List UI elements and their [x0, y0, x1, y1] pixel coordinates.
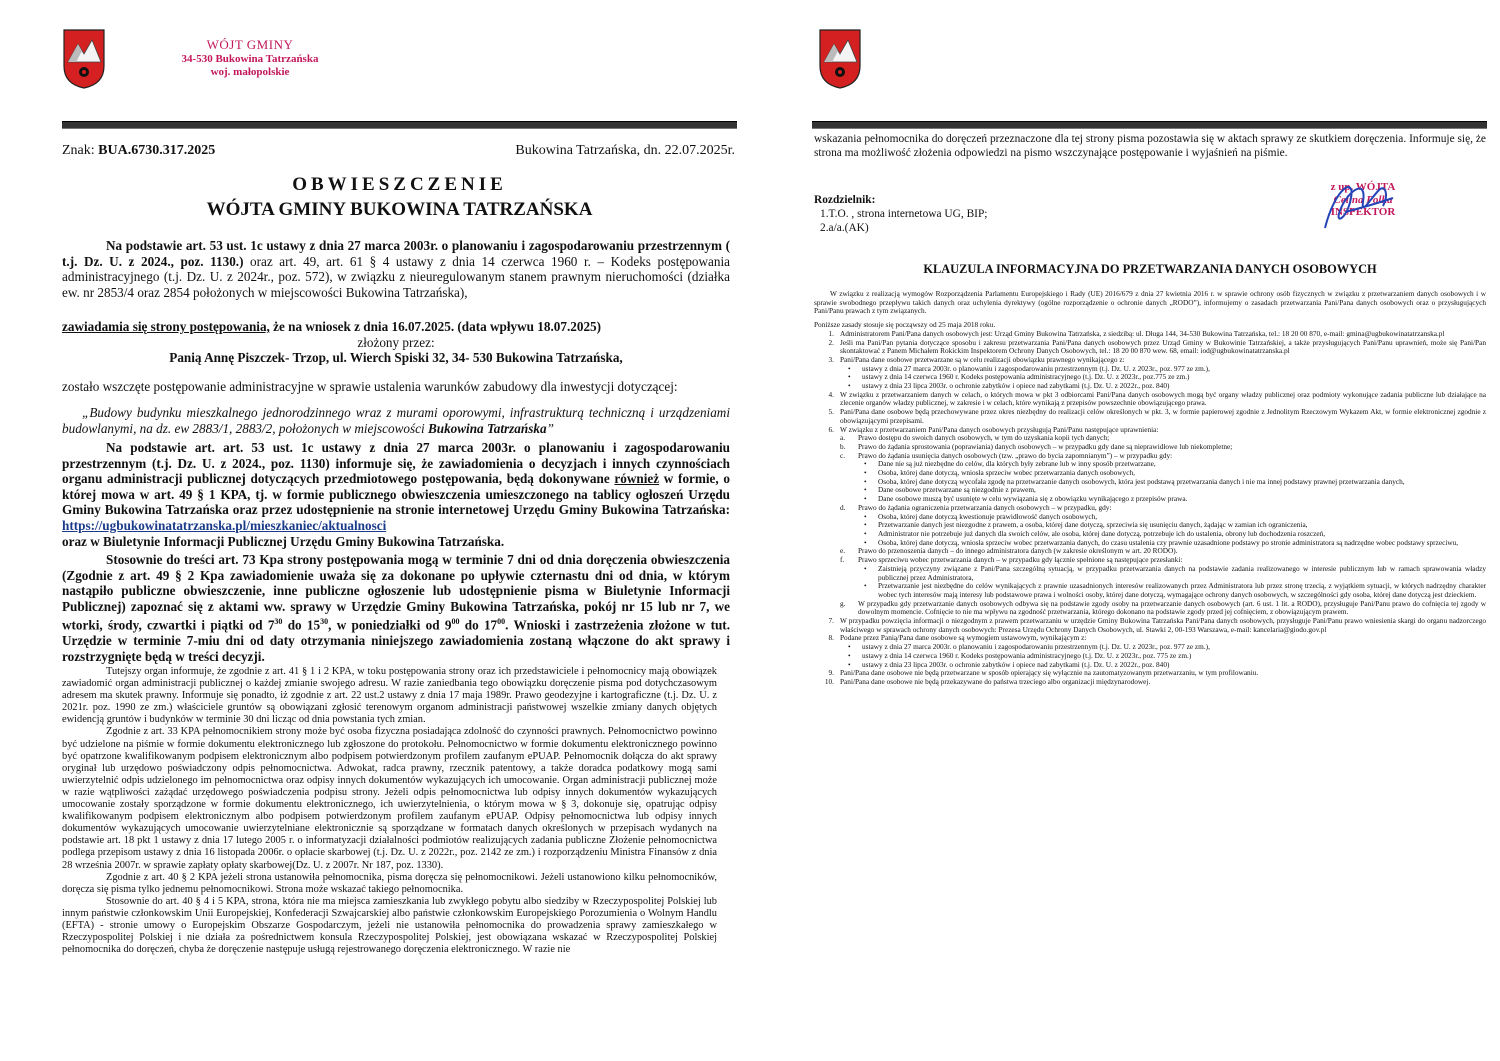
notice-paragraph: zawiadamia się strony postępowania, że na wniosek z dnia 16.07.2025. (data wpływu 18.07.2025) złożony przez: Panią Annę Piszczek- Trzop, ul. Wierch Spiski 32, 34- 530 Bukowina Tatrzańska,	[62, 319, 730, 366]
investment-description: „Budowy budynku mieszkalnego jednorodzinnego wraz z murami oporowymi, infrastrukturą techniczną i urządzeniami budowlanymi, na dz. ew 2883/1, 2883/2, położonych w miejscowości Bukowina Tatrzańska”	[62, 405, 730, 436]
place-date: Bukowina Tatrzańska, dn. 22.07.2025r.	[515, 143, 735, 158]
note-power-of-attorney: Zgodnie z art. 33 KPA pełnomocnikiem strony może być osoba fizyczna posiadająca zdolność do czynności prawnych. Pełnomocnictwo powinno być udzielone na piśmie w formie dokumentu elektronicznego lub zgłoszone do protokołu. Pełnomocnictwo w formie dokumentu elektronicznego powinno być opatrzone kwalifikowanym podpisem elektronicznym albo podpisem potwierdzonym profilem zaufanym ePUAP. Pełnomocnik dołącza do akt sprawy oryginał lub urzędowo poświadczony odpis pełnomocnictwa. Adwokat, radca prawny, rzecznik patentowy, a także doradca podatkowy mogą sami uwierzytelnić odpis udzielonego im pełnomocnictwa oraz odpisy innych dokumentów wykazujących ich umocowanie. Organ administracji publicznej może w razie wątpliwości zażądać urzędowego poświadczenia podpisu strony. Jeżeli odpis pełnomocnictwa lub odpisy innych dokumentów wykazujących umocowanie zostały sporządzone w formie dokumentu elektronicznego, ich uwierzytelnienia, o którym mowa w § 3, dokonuje się, opatrując odpisy kwalifikowanym podpisem elektronicznym albo podpisem potwierdzonym profilem zaufanym ePUAP. Odpisy pełnomocnictwa lub odpisy innych dokumentów wykazujących umocowanie uwierzytelniane elektronicznie są sporządzane w formatach danych określonych w przepisach wydanych na podstawie art. 18 pkt 1 ustawy z dnia 17 lutego 2005 r. o informatyzacji działalności podmiotów realizujących zadania publiczne Złożenie pełnomocnictwa podlega przepisom ustawy z dnia 16 listopada 2006r. o opłacie skarbowej (t.j. Dz. U. z 2022r., poz. 2142 ze zm.) i rozporządzeniu Ministra Finansów z dnia 28 września 2007r. w sprawie zapłaty opłaty skarbowej(Dz. U. z 2007r. Nr 187, poz. 1330).	[62, 726, 717, 871]
header-rule	[62, 121, 737, 129]
website-link[interactable]: https://ugbukowinatatrzanska.pl/mieszkaniec/aktualnosci	[62, 517, 387, 533]
page-right	[750, 0, 1500, 1061]
coat-of-arms-icon	[62, 28, 106, 90]
proceeding-statement: zostało wszczęte postępowanie administracyjne w sprawie ustalenia warunków zabudowy dla inwestycji dotyczącej:	[62, 379, 678, 394]
document-subtitle: WÓJTA GMINY BUKOWINA TATRZAŃSKA	[206, 199, 593, 220]
handwritten-signature	[1305, 168, 1405, 240]
continuation-text: wskazania pełnomocnika do doręczeń przeznaczone dla tej strony pisma pozostawia się w aktach sprawy ze skutkiem doręczenia. Informuje się, że strona ma możliwość złożenia odpowiedzi na pismo wszczynające postępowanie i wyjaśnień na piśmie.	[814, 133, 1486, 159]
applicant: Panią Annę Piszczek- Trzop, ul. Wierch Spiski 32, 34- 530 Bukowina Tatrzańska,	[169, 350, 623, 366]
document-title: OBWIESZCZENIE	[292, 174, 507, 195]
note-address-change: Tutejszy organ informuje, że zgodnie z art. 41 § 1 i 2 KPA, w toku postępowania strony oraz ich przedstawiciele i pełnomocnicy mają obowiązek zawiadomić organ administracji publicznej o każdej zmianie swojego adresu. W razie zaniedbania tego obowiązku doręczenie pisma pod dotychczasowym adresem ma skutek prawny. Informuje się ponadto, iż zgodnie z art. 22 ust.2 ustawy z dnia 17 maja 1989r. Prawo geodezyjne i kartograficzne (t.j. Dz. U. z 2021r. poz. 1990 ze zm.) właściciele gruntów są obowiązani zgłosić terenowym organom administracji państwowej wszelkie zmiany danych objętych ewidencją gruntów i budynków w terminie 30 dni licząc od dnia powstania tych zmian.	[62, 666, 717, 726]
coat-of-arms-icon	[818, 28, 862, 90]
header-rule	[812, 121, 1487, 129]
review-deadline-paragraph: Stosownie do treści art. 73 Kpa strony postępowania mogą w terminie 7 dni od dnia doręczenia obwieszczenia (Zgodnie z art. 49 § 2 Kpa zawiadomienie uważa się za dokonane po upływie czternastu dni od dnia, w którym nastąpiło publiczne obwieszczenie, inne publiczne ogłoszenie lub udostępnienie pisma w Biuletynie Informacji Publicznej) zapoznać się z aktami ww. sprawy w Urzędzie Gminy Bukowina Tatrzańska, pokój nr 15 lub nr 7, we wtorki, środy, czwartki i piątki od $7^{30}$ do $15^{30}$, w poniedziałki od $9^{00}$ do $17^{00}$. Wnioski i zastrzeżenia złożone w tut. Urzędzie w terminie 7-miu dni od daty otrzymania niniejszego zawiadomienia zostaną włączone do akt sprawy i rozstrzygnięte będą w treści decyzji.	[62, 552, 730, 664]
note-foreign-party: Stosownie do art. 40 § 4 i 5 KPA, strona, która nie ma miejsca zamieszkania lub zwykłego pobytu albo siedziby w Rzeczypospolitej Polskiej lub innym państwie członkowskim Unii Europejskiej, Konfederacji Szwajcarskiej albo państwie członkowskim Europejskiego Porozumienia o Wolnym Handlu (EFTA) - stronie umowy o Europejskim Obszarze Gospodarczym, jeżeli nie ustanowiła pełnomocnika do prowadzenia sprawy zamieszkałego w Rzeczypospolitej Polskiej i nie działa za pośrednictwem konsula Rzeczypospolitej Polskiej, jest obowiązana wskazać w Rzeczypospolitej Polskiej pełnomocnika do doręczeń, chyba że doręczenie następuje usługą rejestrowanego doręczenia elektronicznego. W razie nie	[62, 895, 717, 956]
office-stamp: WÓJT GMINY 34-530 Bukowina Tatrzańska woj. małopolskie	[181, 37, 319, 78]
case-number: Znak: BUA.6730.317.2025	[62, 143, 216, 158]
signature-stamp: z up. WÓJTA Celina Polka INSPEKTOR	[1330, 181, 1396, 219]
note-delivery-attorney: Zgodnie z art. 40 § 2 KPA jeżeli strona ustanowiła pełnomocnika, pisma doręcza się pełnomocnikowi. Jeżeli ustanowiono kilku pełnomocników, doręcza się pisma tylko jednemu pełnomocnikowi. Strona może wskazać takiego pełnomocnika.	[62, 871, 717, 895]
publication-paragraph: Na podstawie art. art. 53 ust. 1c ustawy z dnia 27 marca 2003r. o planowaniu i zagospodarowaniu przestrzennym (t.j. Dz. U. z 2024., poz. 1130) informuje się, że zawiadomienia o decyzjach i innych czynnościach organu administracji publicznej dotyczących przedmiotowego postępowania, będą dokonywane również w formie, o której mowa w art. 49 § 1 KPA, tj. w formie publicznego obwieszczenia umieszczonego na tablicy ogłoszeń Urzędu Gminy Bukowina Tatrzańska oraz przez udostępnienie na stronie internetowej Urzędu Gminy Bukowina Tatrzańska: https://ugbukowinatatrzanska.pl/mieszkaniec/aktualnosci oraz w Biuletynie Informacji Publicznej Urzędu Gminy Bukowina Tatrzańska.	[62, 440, 730, 549]
gdpr-clause: W związku z realizacją wymogów Rozporządzenia Parlamentu Europejskiego i Rady (UE) 2016/679 z dnia 27 kwietnia 2016 r. w sprawie ochrony osób fizycznych w związku z przetwarzaniem danych osobowych i w sprawie swobodnego przepływu takich danych oraz uchylenia dyrektywy (ogólne rozporządzenie o ochronie danych „RODO”), informujemy o zasadach przetwarzania Pani/Pana danych osobowych oraz o przysługujących Pani/Panu prawach z tym związanych. Poniższe zasady stosuje się począwszy od 25 maja 2018 roku. 1. Administratorem Pani/Pana danych osobowych jest: Urząd Gminy Bukowina Tatrzańska, z siedzibą: ul. Długa 144, 34-530 Bukowina Tatrzańska, tel.: 18 20 00 870, e-mail: gmina@ugbukowinatatrzanska.pl 2. Jeśli ma Pani/Pan pytania dotyczące sposobu i zakresu przetwarzania Pani/Pana danych osobowych przez Urząd Gminy w Bukowinie Tatrzańskiej, a także przysługujących Pani/Panu uprawnień, może się Pani/Pan skontaktować z Panem Michałem Rokickim Inspektorem Ochrony Danych Osobowych, tel.: 18 20 00 870 wew. 68, email: iod@ugbukowinatatrzanska.pl 3. Pani/Pana dane osobowe przetwarzane są w celu realizacji obowiązku prawnego wynikającego z: • ustawy z dnia 27 marca 2003r. o planowaniu i zagospodarowaniu przestrzennym (t.j. Dz. U. z 2023r., poz. 977 ze zm.), • ustawy z dnia 14 czerwca 1960 r. Kodeks postępowania administracyjnego (t.j. Dz. U. z 2023r., poz.775 ze zm.) • ustawy z dnia 23 lipca 2003r. o ochronie zabytków i opiece nad zabytkami (t.j. Dz. U. z 2022r., poz. 840) 4. W związku z przetwarzaniem danych w celach, o których mowa w pkt 3 odbiorcami Pani/Pana danych osobowych mogą być organy władzy publicznej oraz podmioty wykonujące zadania publiczne lub działające na zlecenie organów władzy publicznej, w zakresie i w celach, które wynikają z przepisów powszechnie obowiązującego prawa. 5. Pani/Pana dane osobowe będą przechowywane przez okres niezbędny do realizacji celów określonych w pkt. 3, w formie papierowej zgodnie z Jednolitym Rzeczowym Wykazem Akt, w formie elektronicznej zgodnie z obowiązującymi przepisami. 6. W związku z przetwarzaniem Pani/Pana danych osobowych przysługują Pani/Panu następujące uprawnienia: a. Prawo dostępu do swoich danych osobowych, w tym do uzyskania kopii tych danych; b. Prawo do żądania sprostowania (poprawiania) danych osobowych – w przypadku gdy dane są nieprawidłowe lub niekompletne; c. Prawo do żądania usunięcia danych osobowych (tzw. „prawo do bycia zapomnianym”) – w przypadku gdy: • Dane nie są już niezbędne do celów, dla których były zebrane lub w inny sposób przetwarzane, • Osoba, której dane dotyczą, wniosła sprzeciw wobec przetwarzania danych osobowych, • Osoba, której dane dotyczą wycofała zgodę na przetwarzanie danych osobowych, która jest podstawą przetwarzania danych i nie ma innej podstawy prawnej przetwarzania danych, • Dane osobowe przetwarzane są niezgodnie z prawem, • Dane osobowe muszą być usunięte w celu wywiązania się z obowiązku wynikającego z przepisów prawa. d. Prawo do żądania ograniczenia przetwarzania danych osobowych – w przypadku, gdy: • Osoba, której dane dotyczą kwestionuje prawidłowość danych osobowych, • Przetwarzanie danych jest niezgodne z prawem, a osoba, której dane dotyczą, sprzeciwia się usunięciu danych, żądając w zamian ich ograniczenia, • Administrator nie potrzebuje już danych dla swoich celów, ale osoba, której dane dotyczą, potrzebuje ich do ustalenia, obrony lub dochodzenia roszczeń, • Osoba, której dane dotyczą, wniosła sprzeciw wobec przetwarzania danych, do czasu ustalenia czy prawnie uzasadnione podstawy po stronie administratora są nadrzędne wobec podstawy sprzeciwu, e. Prawo do przenoszenia danych – do innego administratora danych (w zakresie określonym w art. 20 RODO). f. Prawo sprzeciwu wobec przetwarzania danych – w przypadku gdy łącznie spełnione są następujące przesłanki: • Zaistnieją przyczyny związane z Pani/Pana szczególną sytuacją, w przypadku przetwarzania danych na podstawie zadania realizowanego w interesie publicznym lub w ramach sprawowania władzy publicznej przez Administratora, • Przetwarzanie jest niezbędne do celów wynikających z prawnie uzasadnionych interesów realizowanych przez Administratora lub przez stronę trzecią, z wyjątkiem sytuacji, w których nadrzędny charakter wobec tych interesów mają interesy lub podstawowe prawa i wolności osoby, której dane dotyczą, wymagające ochrony danych osobowych, w szczególności gdy osoba, której dane dotyczą jest dzieckiem. g. W przypadku gdy przetwarzanie danych osobowych odbywa się na podstawie zgody osoby na przetwarzanie danych osobowych (art. 6 ust. 1 lit. a RODO), przysługuje Pani/Panu prawo do cofnięcia tej zgody w dowolnym momencie. Cofnięcie to nie ma wpływu na zgodność przetwarzania, którego dokonano na podstawie zgody przed jej cofnięciem, z obowiązującym prawem. 7. W przypadku powzięcia informacji o niezgodnym z prawem przetwarzaniu w urzędzie Gminy Bukowina Tatrzańska Pani/Pana danych osobowych, przysługuje Pani/Panu prawo wniesienia skargi do organu nadzorczego właściwego w sprawach ochrony danych osobowych: Prezesa Urzędu Ochrony Danych Osobowych, ul. Stawki 2, 00-193 Warszawa, e-mail: kancelaria@giodo.gov.pl 8. Podane przez Panią/Pana dane osobowe są wymogiem ustawowym, wynikającym z: • ustawy z dnia 27 marca 2003r. o planowaniu i zagospodarowaniu przestrzennym (t.j. Dz. U. z 2023r., poz. 977 ze zm.), • ustawy z dnia 14 czerwca 1960 r. Kodeks postępowania administracyjnego (t.j. Dz. U. z 2023r., poz. 775 ze zm.) • ustawy z dnia 23 lipca 2003r. o ochronie zabytków i opiece nad zabytkami (t.j. Dz. U. z 2022r., poz. 840) 9. Pani/Pana dane osobowe nie będą przetwarzane w sposób opierający się wyłącznie na zautomatyzowanym przetwarzaniu, w tym profilowaniu. 10. Pani/Pana dane osobowe nie będą przekazywane do państwa trzeciego albo organizacji międzynarodowej.	[814, 289, 1486, 686]
legal-basis-paragraph: Na podstawie art. 53 ust. 1c ustawy z dnia 27 marca 2003r. o planowaniu i zagospodarowaniu przestrzennym ( t.j. Dz. U. z 2024., poz. 1130.) oraz art. 49, art. 61 § 4 ustawy z dnia 14 czerwca 1960 r. – Kodeks postępowania administracyjnego (t.j. Dz. U. z 2024r., poz. 572), w związku z nieuregulowanym stanem prawnym nieruchomości (działka ew. nr 2853/4 oraz 2854 położonych w miejscowości Bukowina Tatrzańska),	[62, 238, 731, 300]
clause-title: KLAUZULA INFORMACYJNA DO PRZETWARZANIA DANYCH OSOBOWYCH	[923, 262, 1377, 276]
procedural-notes	[62, 666, 717, 956]
distribution-list: Rozdzielnik: 1.T.O. , strona internetowa UG, BIP; 2.a/a.(AK)	[814, 194, 988, 234]
